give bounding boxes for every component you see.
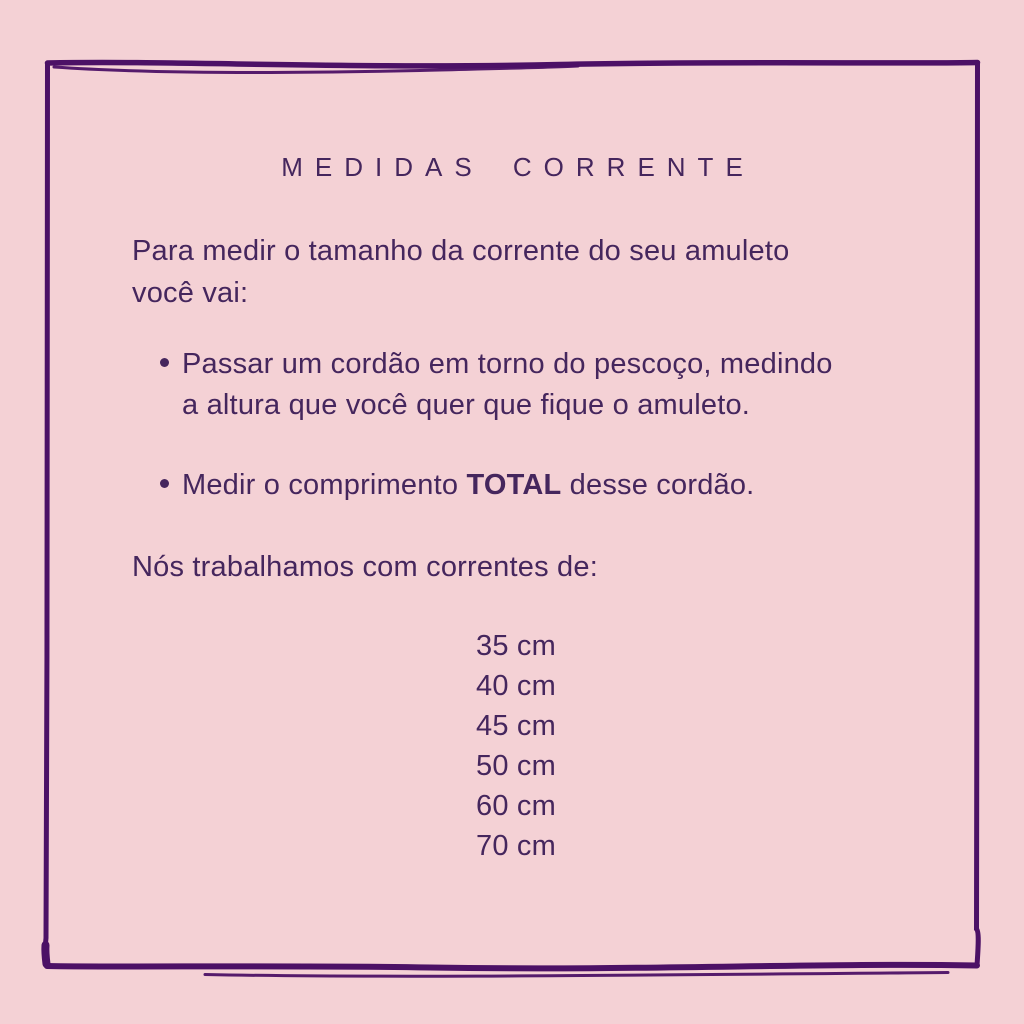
bullet-dot-icon — [160, 479, 169, 488]
bullet-dot-icon — [160, 358, 169, 367]
size-item: 50 cm — [476, 750, 556, 782]
size-item: 70 cm — [476, 830, 556, 862]
chain-sizes-list — [4, 626, 1024, 866]
bullet-item-measure-neck — [182, 344, 942, 426]
bullet-2-text-total: TOTAL — [466, 469, 562, 501]
available-chains-note: Nós trabalhamos com correntes de: — [132, 551, 598, 583]
bullet-2-text-end: desse cordão. — [561, 469, 755, 501]
bullet-1-line-1: Passar um cordão em torno do pescoço, medindo — [182, 348, 833, 380]
size-item: 35 cm — [476, 630, 556, 662]
intro-line-1: Para medir o tamanho da corrente do seu amuleto — [132, 235, 790, 267]
page-title: MEDIDAS CORRENTE — [281, 152, 755, 182]
intro-paragraph — [132, 230, 942, 314]
bullet-2-text-start: Medir o comprimento — [182, 469, 467, 501]
bullet-1-line-2: a altura que você quer que fique o amuleto. — [182, 389, 751, 421]
size-item: 40 cm — [476, 670, 556, 702]
size-item: 45 cm — [476, 710, 556, 742]
bullet-item-measure-total — [182, 465, 942, 506]
size-item: 60 cm — [476, 790, 556, 822]
intro-line-2: você vai: — [132, 277, 249, 309]
